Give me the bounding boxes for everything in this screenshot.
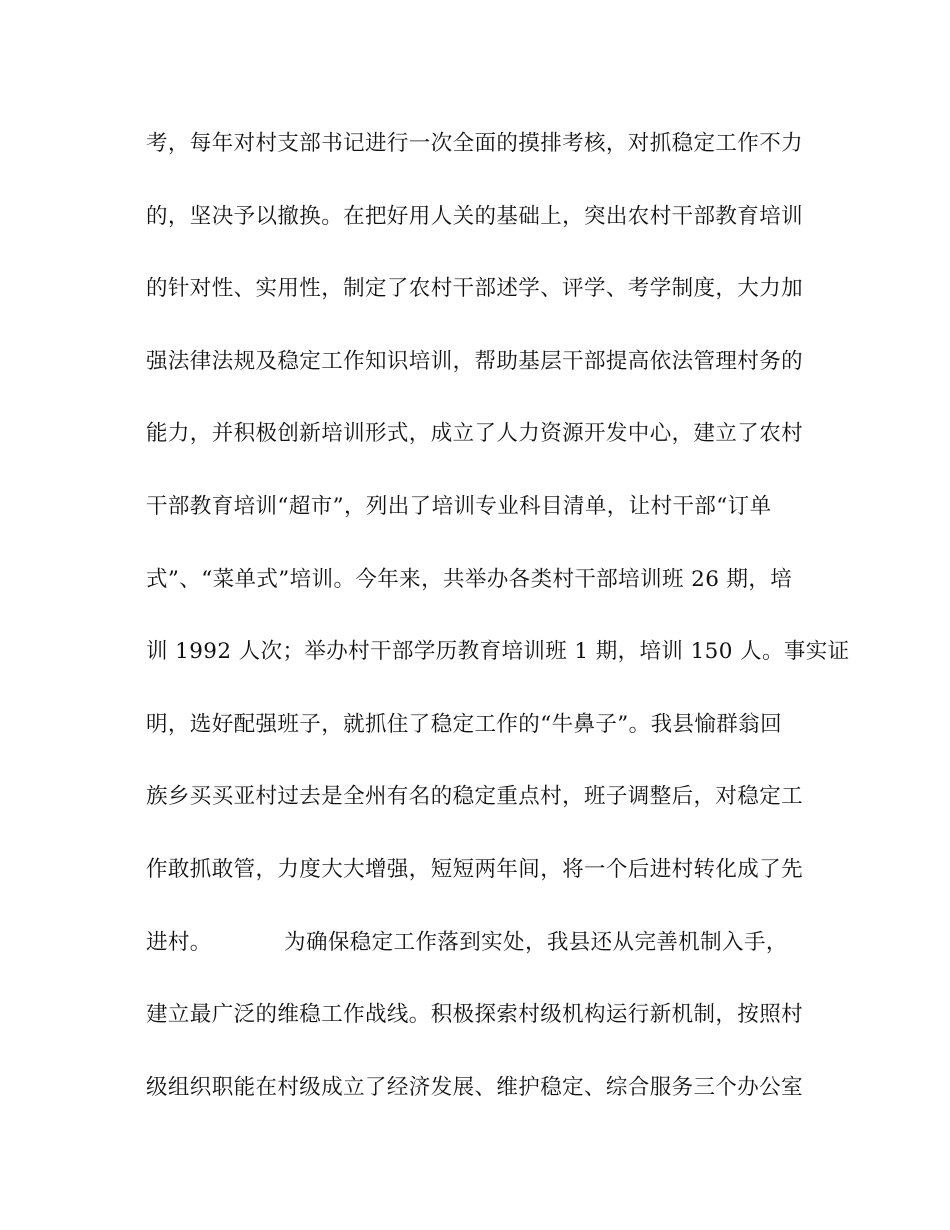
text-line-1: 考，每年对村支部书记进行一次全面的摸排考核，对抓稳定工作不力 xyxy=(146,131,804,156)
text-line-10: 族乡买买亚村过去是全州有名的稳定重点村，班子调整后，对稳定工 xyxy=(146,784,804,810)
text-line-7: 式”、“菜单式”培训。今年来，共举办各类村干部培训班 26 期，培 xyxy=(146,566,793,592)
text-line-8: 训 1992 人次；举办村干部学历教育培训班 1 期，培训 150 人。事实证 xyxy=(146,639,850,665)
text-line-13: 建立最广泛的维稳工作战线。积极探索村级机构运行新机制，按照村 xyxy=(146,1002,804,1028)
text-line-11: 作敢抓敢管，力度大大增强，短短两年间，将一个后进村转化成了先 xyxy=(146,856,804,882)
text-line-4: 强法律法规及稳定工作知识培训，帮助基层干部提高依法管理村务的 xyxy=(146,348,804,374)
text-line-6: 干部教育培训“超市”，列出了培训专业科目清单，让村干部“订单 xyxy=(146,493,772,519)
text-line-3: 的针对性、实用性，制定了农村干部述学、评学、考学制度，大力加 xyxy=(146,276,804,302)
text-line-12: 进村。 为确保稳定工作落到实处，我县还从完善机制入手， xyxy=(146,929,788,955)
text-line-14: 级组织职能在村级成立了经济发展、维护稳定、综合服务三个办公室 xyxy=(146,1074,804,1100)
body-text xyxy=(146,124,850,1140)
text-line-2: 的，坚决予以撤换。在把好用人关的基础上，突出农村干部教育培训 xyxy=(146,203,804,229)
text-line-5: 能力，并积极创新培训形式，成立了人力资源开发中心，建立了农村 xyxy=(146,421,804,447)
text-line-9: 明，选好配强班子，就抓住了稳定工作的“牛鼻子”。我县愉群翁回 xyxy=(146,711,782,737)
